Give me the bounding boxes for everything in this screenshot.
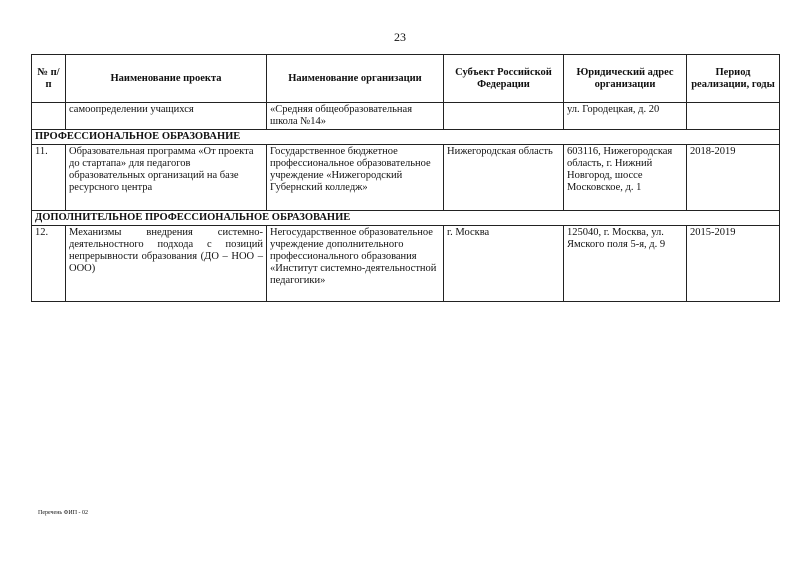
cell-period: [687, 103, 780, 130]
cell-address: 603116, Нижегородская область, г. Нижний Новгород, шоссе Московское, д. 1: [564, 145, 687, 211]
table-row: [32, 226, 780, 302]
table-row: [32, 145, 780, 211]
section-title: ДОПОЛНИТЕЛЬНОЕ ПРОФЕССИОНАЛЬНОЕ ОБРАЗОВАНИЕ: [32, 211, 780, 226]
header-num: № п/п: [32, 55, 66, 103]
table-header-row: [32, 55, 780, 103]
header-address: Юридический адрес организации: [564, 55, 687, 103]
cell-address: ул. Городецкая, д. 20: [564, 103, 687, 130]
cell-num: 11.: [32, 145, 66, 211]
cell-subject: [444, 103, 564, 130]
header-subject: Субъект Российской Федерации: [444, 55, 564, 103]
section-row: [32, 130, 780, 145]
header-project: Наименование проекта: [66, 55, 267, 103]
cell-address: 125040, г. Москва, ул. Ямского поля 5-я, д. 9: [564, 226, 687, 302]
cell-period: 2015-2019: [687, 226, 780, 302]
header-org: Наименование организации: [267, 55, 444, 103]
cell-period: 2018-2019: [687, 145, 780, 211]
page-number: 23: [394, 30, 406, 44]
cell-subject: г. Москва: [444, 226, 564, 302]
cell-project: самоопределении учащихся: [66, 103, 267, 130]
document-footer: Перечень ФИП - 02: [38, 510, 89, 516]
cell-num: [32, 103, 66, 130]
cell-org: Государственное бюджетное профессиональное образовательное учреждение «Нижегородский Губернский колледж»: [267, 145, 444, 211]
header-period: Период реализации, годы: [687, 55, 780, 103]
projects-table: [31, 54, 780, 302]
section-row: [32, 211, 780, 226]
table-row: [32, 103, 780, 130]
cell-org: «Средняя общеобразовательная школа №14»: [267, 103, 444, 130]
cell-subject: Нижегородская область: [444, 145, 564, 211]
cell-project: Образовательная программа «От проекта до стартапа» для педагогов образовательных организаций на базе ресурсного центра: [66, 145, 267, 211]
cell-project: Механизмы внедрения системно-деятельностного подхода с позиций непрерывности образования (ДО – НОО – ООО): [66, 226, 267, 302]
section-title: ПРОФЕССИОНАЛЬНОЕ ОБРАЗОВАНИЕ: [32, 130, 780, 145]
cell-org: Негосударственное образовательное учреждение дополнительного профессионального образования «Институт системно-деятельностной педагогики»: [267, 226, 444, 302]
cell-num: 12.: [32, 226, 66, 302]
